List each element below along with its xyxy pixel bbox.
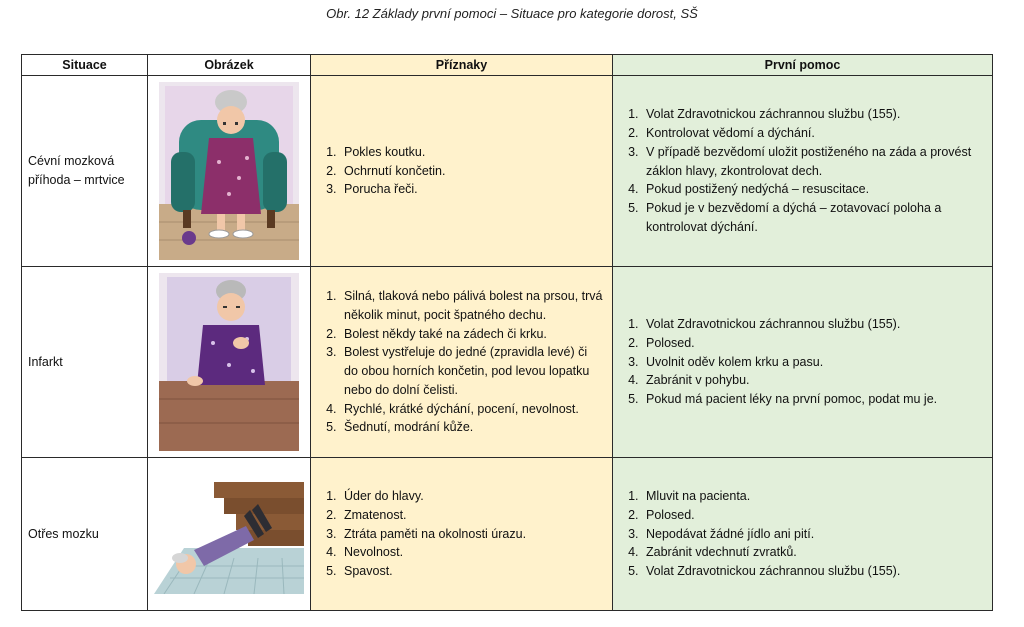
table-row-infarct [22,267,993,458]
list-item: 2. Bolest někdy také na zádech či krku. [340,325,603,344]
list-item: 4. Zabránit v pohybu. [642,371,983,390]
list-item: 2. Ochrnutí končetin. [340,162,603,181]
symptoms-list [312,143,611,199]
list-item: 3. Nepodávat žádné jídlo ani pití. [642,525,983,544]
list-item: 2. Polosed. [642,334,983,353]
first-aid-list [614,487,991,581]
first-aid-cell [613,76,993,267]
situation-cell: Infarkt [22,267,148,458]
list-item: 2. Polosed. [642,506,983,525]
elderly-woman-armchair-illustration [159,82,299,260]
image-cell [148,76,311,267]
list-item: 1. Úder do hlavy. [340,487,603,506]
header-symptoms: Příznaky [311,55,613,76]
table-row-concussion [22,458,993,611]
list-item: 5. Pokud má pacient léky na první pomoc, podat mu je. [642,390,983,409]
list-item: 3. Uvolnit oděv kolem krku a pasu. [642,353,983,372]
list-item: 4. Zabránit vdechnutí zvratků. [642,543,983,562]
list-item: 2. Zmatenost. [340,506,603,525]
list-item: 4. Nevolnost. [340,543,603,562]
table-row-stroke [22,76,993,267]
list-item: 1. Pokles koutku. [340,143,603,162]
list-item: 1. Volat Zdravotnickou záchrannou službu (155). [642,315,983,334]
image-cell [148,458,311,611]
first-aid-list [614,105,991,236]
elderly-woman-chest-pain-illustration [159,273,299,451]
header-image: Obrázek [148,55,311,76]
list-item: 5. Spavost. [340,562,603,581]
list-item: 1. Volat Zdravotnickou záchrannou službu (155). [642,105,983,124]
symptoms-list [312,487,611,581]
list-item: 1. Silná, tlaková nebo pálivá bolest na prsou, trvá několik minut, pocit špatného dechu. [340,287,603,325]
list-item: 2. Kontrolovat vědomí a dýchání. [642,124,983,143]
first-aid-list [614,315,991,409]
first-aid-cell [613,267,993,458]
list-item: 3. Ztráta paměti na okolnosti úrazu. [340,525,603,544]
list-item: 3. V případě bezvědomí uložit postiženého na záda a provést záklon hlavy, zkontrolovat dech. [642,143,983,181]
symptoms-cell [311,76,613,267]
list-item: 5. Šednutí, modrání kůže. [340,418,603,437]
list-item: 3. Porucha řeči. [340,180,603,199]
first-aid-table [21,54,993,611]
symptoms-list [312,287,611,437]
first-aid-cell [613,458,993,611]
symptoms-cell [311,267,613,458]
header-first-aid: První pomoc [613,55,993,76]
figure-caption: Obr. 12 Základy první pomoci – Situace pro kategorie dorost, SŠ [326,6,698,21]
situation-cell: Otřes mozku [22,458,148,611]
list-item: 4. Pokud postižený nedýchá – resuscitace. [642,180,983,199]
symptoms-cell [311,458,613,611]
person-fallen-stairs-illustration [154,474,304,594]
table-header-row [22,55,993,76]
list-item: 5. Pokud je v bezvědomí a dýchá – zotavovací poloha a kontrolovat dýchání. [642,199,983,237]
list-item: 1. Mluvit na pacienta. [642,487,983,506]
image-cell [148,267,311,458]
situation-cell: Cévní mozková příhoda – mrtvice [22,76,148,267]
list-item: 4. Rychlé, krátké dýchání, pocení, nevolnost. [340,400,603,419]
header-situation: Situace [22,55,148,76]
list-item: 3. Bolest vystřeluje do jedné (zpravidla levé) či do obou horních končetin, pod levou lopatku nebo do dolní čelisti. [340,343,603,399]
list-item: 5. Volat Zdravotnickou záchrannou službu (155). [642,562,983,581]
